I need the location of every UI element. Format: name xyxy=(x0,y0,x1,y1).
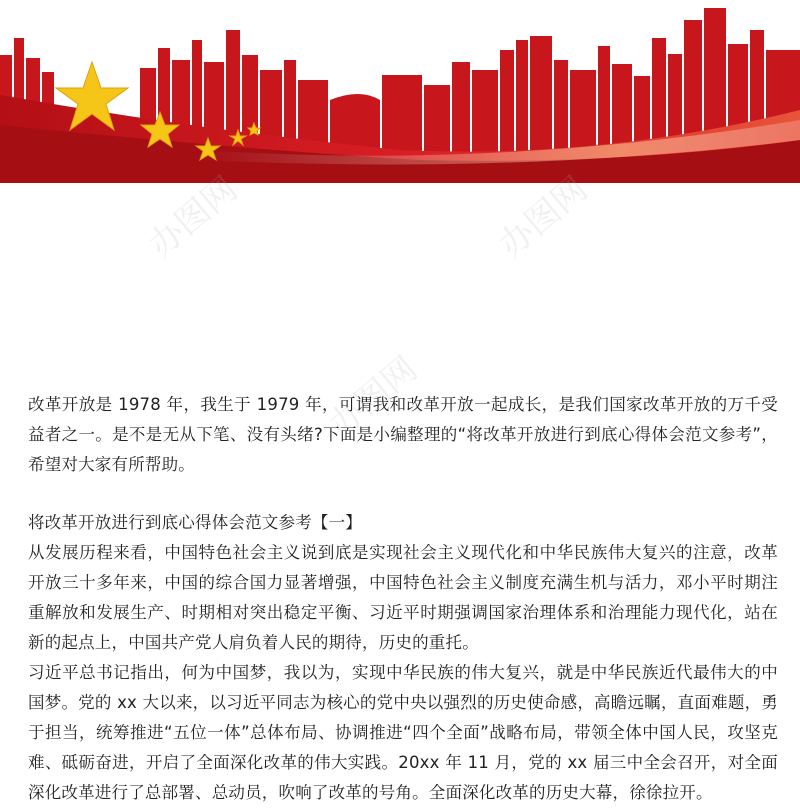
watermark: 办图网 xyxy=(141,169,246,266)
body-paragraph: 习近平总书记指出，何为中国梦，我以为，实现中华民族的伟大复兴，就是中华民族近代最伟大的中国梦。党的 xx 大以来，以习近平同志为核心的党中央以强烈的历史使命感，高瞻远瞩，直面难题，勇于担当，统筹推进“五位一体”总体布局、协调推进“四个全面”战略布局，带领全体中国人民，攻坚克难、砥砺奋进，开启了全面深化改革的伟大实践。20xx 年 11 月，党的 xx 届三中全会召开，对全面深化改革进行了总部署、总动员，吹响了改革的号角。全面深化改革的历史大幕，徐徐拉开。 xyxy=(28,663,778,802)
watermark: 办图网 xyxy=(321,349,426,446)
document-body xyxy=(28,390,778,808)
section-title: 将改革开放进行到底心得体会范文参考【一】 xyxy=(28,513,362,532)
red-banner-header xyxy=(0,0,800,183)
intro-paragraph: 改革开放是 1978 年，我生于 1979 年，可谓我和改革开放一起成长，是我们国家改革开放的万千受益者之一。是不是无从下笔、没有头绪?下面是小编整理的“将改革开放进行到底心得体会范文参考”，希望对大家有所帮助。 xyxy=(28,395,778,474)
body-paragraph: 从发展历程来看，中国特色社会主义说到底是实现社会主义现代化和中华民族伟大复兴的注意，改革开放三十多年来，中国的综合国力显著增强，中国特色社会主义制度充满生机与活力，邓小平时期注重解放和发展生产、时期相对突出稳定平衡、习近平时期强调国家治理体系和治理能力现代化，站在新的起点上，中国共产党人肩负着人民的期待，历史的重托。 xyxy=(28,543,778,652)
paragraph-gap xyxy=(28,480,778,508)
watermark: 办图网 xyxy=(491,169,596,266)
